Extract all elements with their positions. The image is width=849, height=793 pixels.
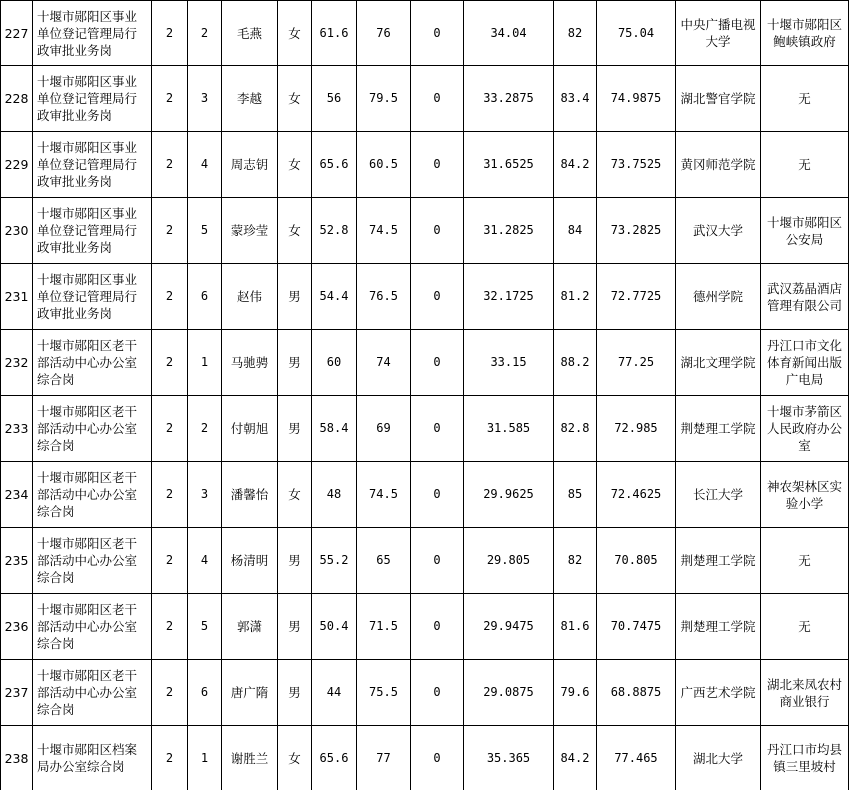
quota: 2 (152, 528, 188, 594)
interview-score: 82 (554, 1, 597, 66)
rank: 1 (188, 330, 222, 396)
total-score: 72.7725 (597, 264, 676, 330)
score-2: 76.5 (357, 264, 411, 330)
employer: 湖北来凤农村商业银行 (761, 660, 849, 726)
employer: 十堰市郧阳区鲍峡镇政府 (761, 1, 849, 66)
rank: 1 (188, 726, 222, 791)
gender: 男 (278, 660, 312, 726)
candidate-name: 周志钥 (222, 132, 278, 198)
bonus-points: 0 (411, 462, 464, 528)
rank: 2 (188, 1, 222, 66)
total-score: 70.7475 (597, 594, 676, 660)
candidate-name: 毛燕 (222, 1, 278, 66)
candidate-name: 赵伟 (222, 264, 278, 330)
interview-score: 84.2 (554, 132, 597, 198)
score-2: 77 (357, 726, 411, 791)
rank: 5 (188, 594, 222, 660)
bonus-points: 0 (411, 1, 464, 66)
position-name: 十堰市郧阳区事业单位登记管理局行政审批业务岗 (33, 1, 152, 66)
interview-score: 81.6 (554, 594, 597, 660)
written-weighted: 29.805 (464, 528, 554, 594)
quota: 2 (152, 198, 188, 264)
total-score: 77.25 (597, 330, 676, 396)
rank: 6 (188, 264, 222, 330)
row-number: 237 (1, 660, 33, 726)
quota: 2 (152, 660, 188, 726)
position-name: 十堰市郧阳区老干部活动中心办公室综合岗 (33, 528, 152, 594)
total-score: 77.465 (597, 726, 676, 791)
candidate-name: 付朝旭 (222, 396, 278, 462)
bonus-points: 0 (411, 660, 464, 726)
bonus-points: 0 (411, 726, 464, 791)
row-number: 230 (1, 198, 33, 264)
total-score: 70.805 (597, 528, 676, 594)
total-score: 74.9875 (597, 66, 676, 132)
position-name: 十堰市郧阳区老干部活动中心办公室综合岗 (33, 330, 152, 396)
score-1: 56 (312, 66, 357, 132)
score-1: 50.4 (312, 594, 357, 660)
row-number: 232 (1, 330, 33, 396)
school: 湖北文理学院 (676, 330, 761, 396)
employer: 武汉荔晶酒店管理有限公司 (761, 264, 849, 330)
score-2: 74.5 (357, 198, 411, 264)
total-score: 72.4625 (597, 462, 676, 528)
quota: 2 (152, 726, 188, 791)
quota: 2 (152, 264, 188, 330)
position-name: 十堰市郧阳区老干部活动中心办公室综合岗 (33, 462, 152, 528)
gender: 男 (278, 528, 312, 594)
written-weighted: 34.04 (464, 1, 554, 66)
written-weighted: 35.365 (464, 726, 554, 791)
score-1: 65.6 (312, 132, 357, 198)
gender: 女 (278, 726, 312, 791)
written-weighted: 31.6525 (464, 132, 554, 198)
candidate-name: 唐广隋 (222, 660, 278, 726)
interview-score: 85 (554, 462, 597, 528)
score-2: 69 (357, 396, 411, 462)
written-weighted: 29.9625 (464, 462, 554, 528)
school: 湖北警官学院 (676, 66, 761, 132)
interview-score: 83.4 (554, 66, 597, 132)
row-number: 229 (1, 132, 33, 198)
table-row (1, 1, 849, 66)
score-2: 74 (357, 330, 411, 396)
interview-score: 84.2 (554, 726, 597, 791)
rank: 6 (188, 660, 222, 726)
score-2: 76 (357, 1, 411, 66)
position-name: 十堰市郧阳区事业单位登记管理局行政审批业务岗 (33, 132, 152, 198)
rank: 4 (188, 132, 222, 198)
interview-score: 81.2 (554, 264, 597, 330)
gender: 女 (278, 1, 312, 66)
school: 黄冈师范学院 (676, 132, 761, 198)
score-1: 48 (312, 462, 357, 528)
written-weighted: 33.15 (464, 330, 554, 396)
table-row (1, 396, 849, 462)
gender: 女 (278, 132, 312, 198)
rank: 4 (188, 528, 222, 594)
row-number: 231 (1, 264, 33, 330)
gender: 女 (278, 462, 312, 528)
interview-score: 79.6 (554, 660, 597, 726)
position-name: 十堰市郧阳区老干部活动中心办公室综合岗 (33, 396, 152, 462)
quota: 2 (152, 66, 188, 132)
school: 长江大学 (676, 462, 761, 528)
row-number: 227 (1, 1, 33, 66)
interview-score: 84 (554, 198, 597, 264)
position-name: 十堰市郧阳区老干部活动中心办公室综合岗 (33, 660, 152, 726)
total-score: 72.985 (597, 396, 676, 462)
table-row (1, 66, 849, 132)
written-weighted: 31.585 (464, 396, 554, 462)
table-row (1, 132, 849, 198)
score-1: 54.4 (312, 264, 357, 330)
interview-score: 82.8 (554, 396, 597, 462)
employer: 丹江口市均县镇三里坡村 (761, 726, 849, 791)
quota: 2 (152, 132, 188, 198)
gender: 男 (278, 330, 312, 396)
quota: 2 (152, 330, 188, 396)
position-name: 十堰市郧阳区事业单位登记管理局行政审批业务岗 (33, 66, 152, 132)
table-row (1, 660, 849, 726)
total-score: 73.2825 (597, 198, 676, 264)
written-weighted: 31.2825 (464, 198, 554, 264)
score-1: 52.8 (312, 198, 357, 264)
candidate-name: 谢胜兰 (222, 726, 278, 791)
candidate-name: 李越 (222, 66, 278, 132)
gender: 女 (278, 66, 312, 132)
bonus-points: 0 (411, 132, 464, 198)
employer: 十堰市郧阳区公安局 (761, 198, 849, 264)
bonus-points: 0 (411, 396, 464, 462)
score-1: 44 (312, 660, 357, 726)
position-name: 十堰市郧阳区事业单位登记管理局行政审批业务岗 (33, 264, 152, 330)
bonus-points: 0 (411, 594, 464, 660)
candidate-name: 潘馨怡 (222, 462, 278, 528)
bonus-points: 0 (411, 528, 464, 594)
row-number: 238 (1, 726, 33, 791)
written-weighted: 29.9475 (464, 594, 554, 660)
school: 荆楚理工学院 (676, 594, 761, 660)
total-score: 75.04 (597, 1, 676, 66)
employer: 无 (761, 594, 849, 660)
rank: 2 (188, 396, 222, 462)
row-number: 233 (1, 396, 33, 462)
school: 湖北大学 (676, 726, 761, 791)
row-number: 234 (1, 462, 33, 528)
row-number: 228 (1, 66, 33, 132)
score-2: 75.5 (357, 660, 411, 726)
table-row (1, 726, 849, 791)
candidate-name: 郭潇 (222, 594, 278, 660)
score-1: 55.2 (312, 528, 357, 594)
employer: 无 (761, 66, 849, 132)
position-name: 十堰市郧阳区事业单位登记管理局行政审批业务岗 (33, 198, 152, 264)
score-1: 65.6 (312, 726, 357, 791)
school: 荆楚理工学院 (676, 528, 761, 594)
bonus-points: 0 (411, 66, 464, 132)
gender: 女 (278, 198, 312, 264)
written-weighted: 33.2875 (464, 66, 554, 132)
table-row (1, 594, 849, 660)
rank: 3 (188, 66, 222, 132)
interview-score: 88.2 (554, 330, 597, 396)
quota: 2 (152, 594, 188, 660)
school: 中央广播电视大学 (676, 1, 761, 66)
written-weighted: 29.0875 (464, 660, 554, 726)
score-2: 71.5 (357, 594, 411, 660)
bonus-points: 0 (411, 198, 464, 264)
score-2: 65 (357, 528, 411, 594)
school: 广西艺术学院 (676, 660, 761, 726)
total-score: 73.7525 (597, 132, 676, 198)
employer: 丹江口市文化体育新闻出版广电局 (761, 330, 849, 396)
position-name: 十堰市郧阳区老干部活动中心办公室综合岗 (33, 594, 152, 660)
gender: 男 (278, 594, 312, 660)
score-1: 58.4 (312, 396, 357, 462)
bonus-points: 0 (411, 264, 464, 330)
rank: 5 (188, 198, 222, 264)
table-row (1, 528, 849, 594)
score-1: 61.6 (312, 1, 357, 66)
score-2: 74.5 (357, 462, 411, 528)
written-weighted: 32.1725 (464, 264, 554, 330)
score-2: 79.5 (357, 66, 411, 132)
gender: 男 (278, 264, 312, 330)
total-score: 68.8875 (597, 660, 676, 726)
candidate-name: 杨清明 (222, 528, 278, 594)
interview-score: 82 (554, 528, 597, 594)
school: 武汉大学 (676, 198, 761, 264)
employer: 无 (761, 132, 849, 198)
table-row (1, 264, 849, 330)
school: 德州学院 (676, 264, 761, 330)
score-2: 60.5 (357, 132, 411, 198)
quota: 2 (152, 396, 188, 462)
table-row (1, 462, 849, 528)
table-row (1, 198, 849, 264)
score-1: 60 (312, 330, 357, 396)
gender: 男 (278, 396, 312, 462)
candidate-name: 蒙珍莹 (222, 198, 278, 264)
quota: 2 (152, 462, 188, 528)
bonus-points: 0 (411, 330, 464, 396)
candidate-name: 马驰骋 (222, 330, 278, 396)
row-number: 236 (1, 594, 33, 660)
table-row (1, 330, 849, 396)
rank: 3 (188, 462, 222, 528)
employer: 神农架林区实验小学 (761, 462, 849, 528)
position-name: 十堰市郧阳区档案局办公室综合岗 (33, 726, 152, 791)
quota: 2 (152, 1, 188, 66)
table-body (1, 1, 849, 791)
row-number: 235 (1, 528, 33, 594)
employer: 无 (761, 528, 849, 594)
employer: 十堰市茅箭区人民政府办公室 (761, 396, 849, 462)
school: 荆楚理工学院 (676, 396, 761, 462)
